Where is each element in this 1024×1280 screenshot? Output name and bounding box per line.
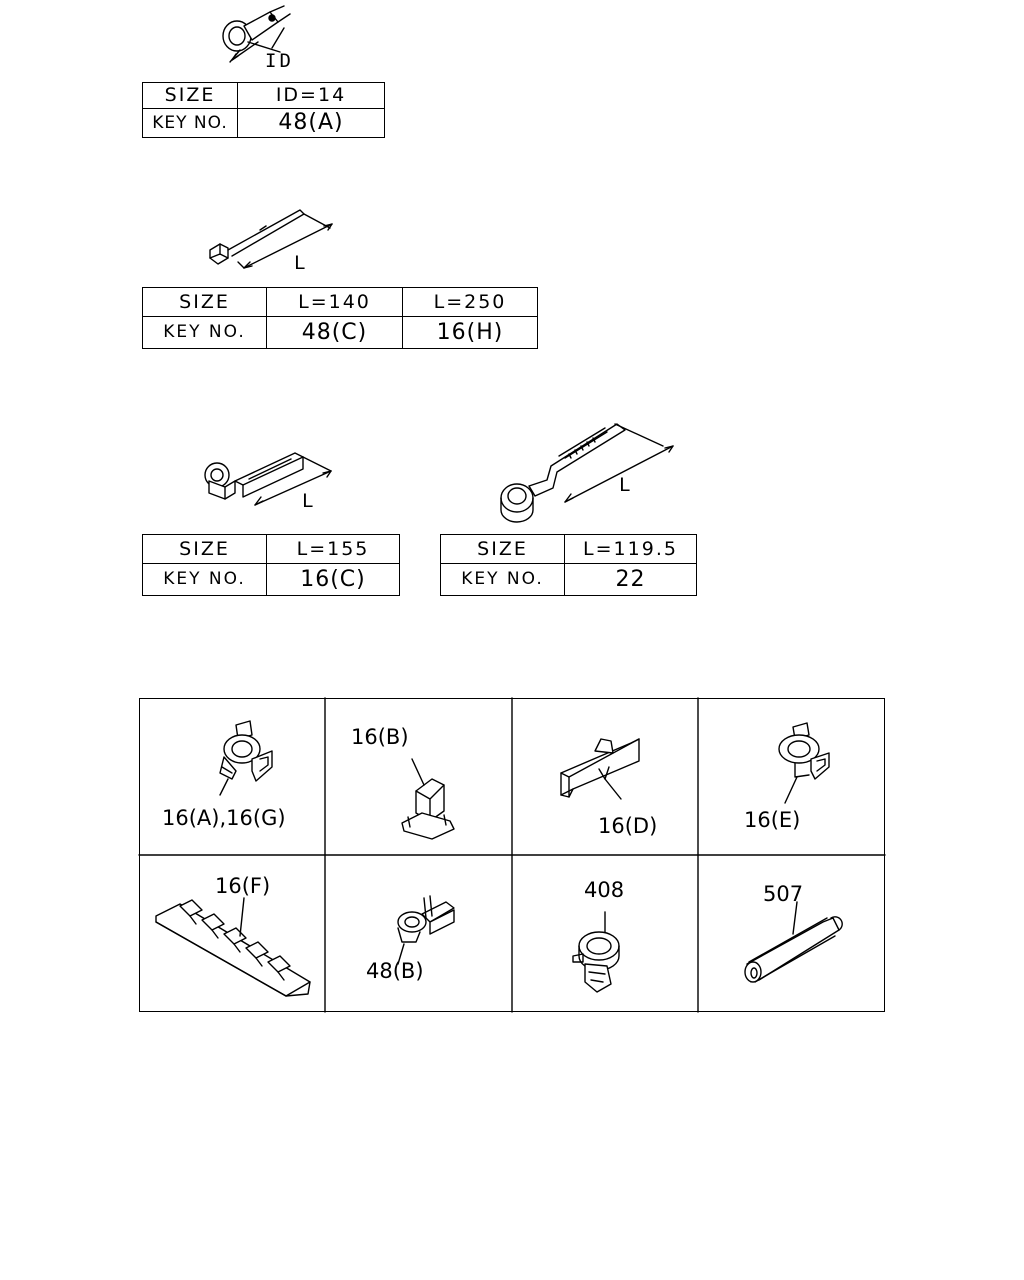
box-clip-icon: [326, 699, 513, 856]
clip-grid: [139, 698, 885, 1012]
key-no-value: 16(C): [267, 563, 400, 595]
key-no-value: 22: [565, 563, 697, 595]
grid-cell-label: 16(E): [744, 808, 801, 832]
key-no-label: KEY NO.: [143, 563, 267, 595]
grid-cell-label: 408: [584, 878, 625, 902]
size-value: L=119.5: [565, 535, 697, 564]
grid-cell-label: 16(F): [215, 874, 271, 898]
size-header: SIZE: [143, 535, 267, 564]
edge-trim-icon: [699, 856, 886, 1013]
grid-cell-label: 48(B): [366, 959, 424, 983]
key-no-label: KEY NO.: [441, 563, 565, 595]
size-value: L=155: [267, 535, 400, 564]
clamp-clip-icon: [140, 699, 326, 856]
grid-cell-label: 507: [763, 882, 804, 906]
grid-cell-16b: [326, 699, 513, 856]
tie-clip-spec-table: [142, 534, 400, 596]
key-no-label: KEY NO.: [143, 316, 267, 348]
tie-long-dimension-label: L: [294, 252, 306, 274]
clamp-id-dimension-label: ID: [265, 50, 294, 72]
grid-cell-16f: [140, 856, 326, 1013]
grid-cell-16e: [699, 699, 886, 856]
tie-clip-dimension-label: L: [302, 490, 314, 512]
grid-cell-48b: [326, 856, 513, 1013]
tie-ring-spec-table: [440, 534, 697, 596]
grid-cell-label: 16(D): [598, 814, 658, 838]
size-value: ID=14: [238, 83, 385, 109]
open-clamp-icon: [699, 699, 886, 856]
size-value: L=140: [267, 288, 403, 317]
clamp-id-spec-table: [142, 82, 385, 138]
clamp-id-drawing: [200, 0, 500, 80]
size-header: SIZE: [143, 288, 267, 317]
tie-ring-drawing: [495, 410, 695, 530]
size-header: SIZE: [143, 83, 238, 109]
grid-cell-16d: [513, 699, 699, 856]
tie-long-drawing: [200, 200, 360, 280]
key-no-value: 48(A): [238, 108, 385, 137]
grid-cell-label: 16(A),16(G): [162, 806, 286, 830]
tie-clip-drawing: [195, 445, 355, 525]
tie-long-spec-table: [142, 287, 538, 349]
spring-clip-icon: [326, 856, 513, 1013]
tie-ring-dimension-label: L: [619, 474, 631, 496]
size-header: SIZE: [441, 535, 565, 564]
key-no-value: 48(C): [267, 316, 403, 348]
size-value: L=250: [403, 288, 538, 317]
key-no-value: 16(H): [403, 316, 538, 348]
key-no-label: KEY NO.: [143, 108, 238, 137]
grid-cell-16a-16g: [140, 699, 326, 856]
grid-cell-label: 16(B): [351, 725, 409, 749]
grid-cell-507: [699, 856, 886, 1013]
grid-cell-408: [513, 856, 699, 1013]
